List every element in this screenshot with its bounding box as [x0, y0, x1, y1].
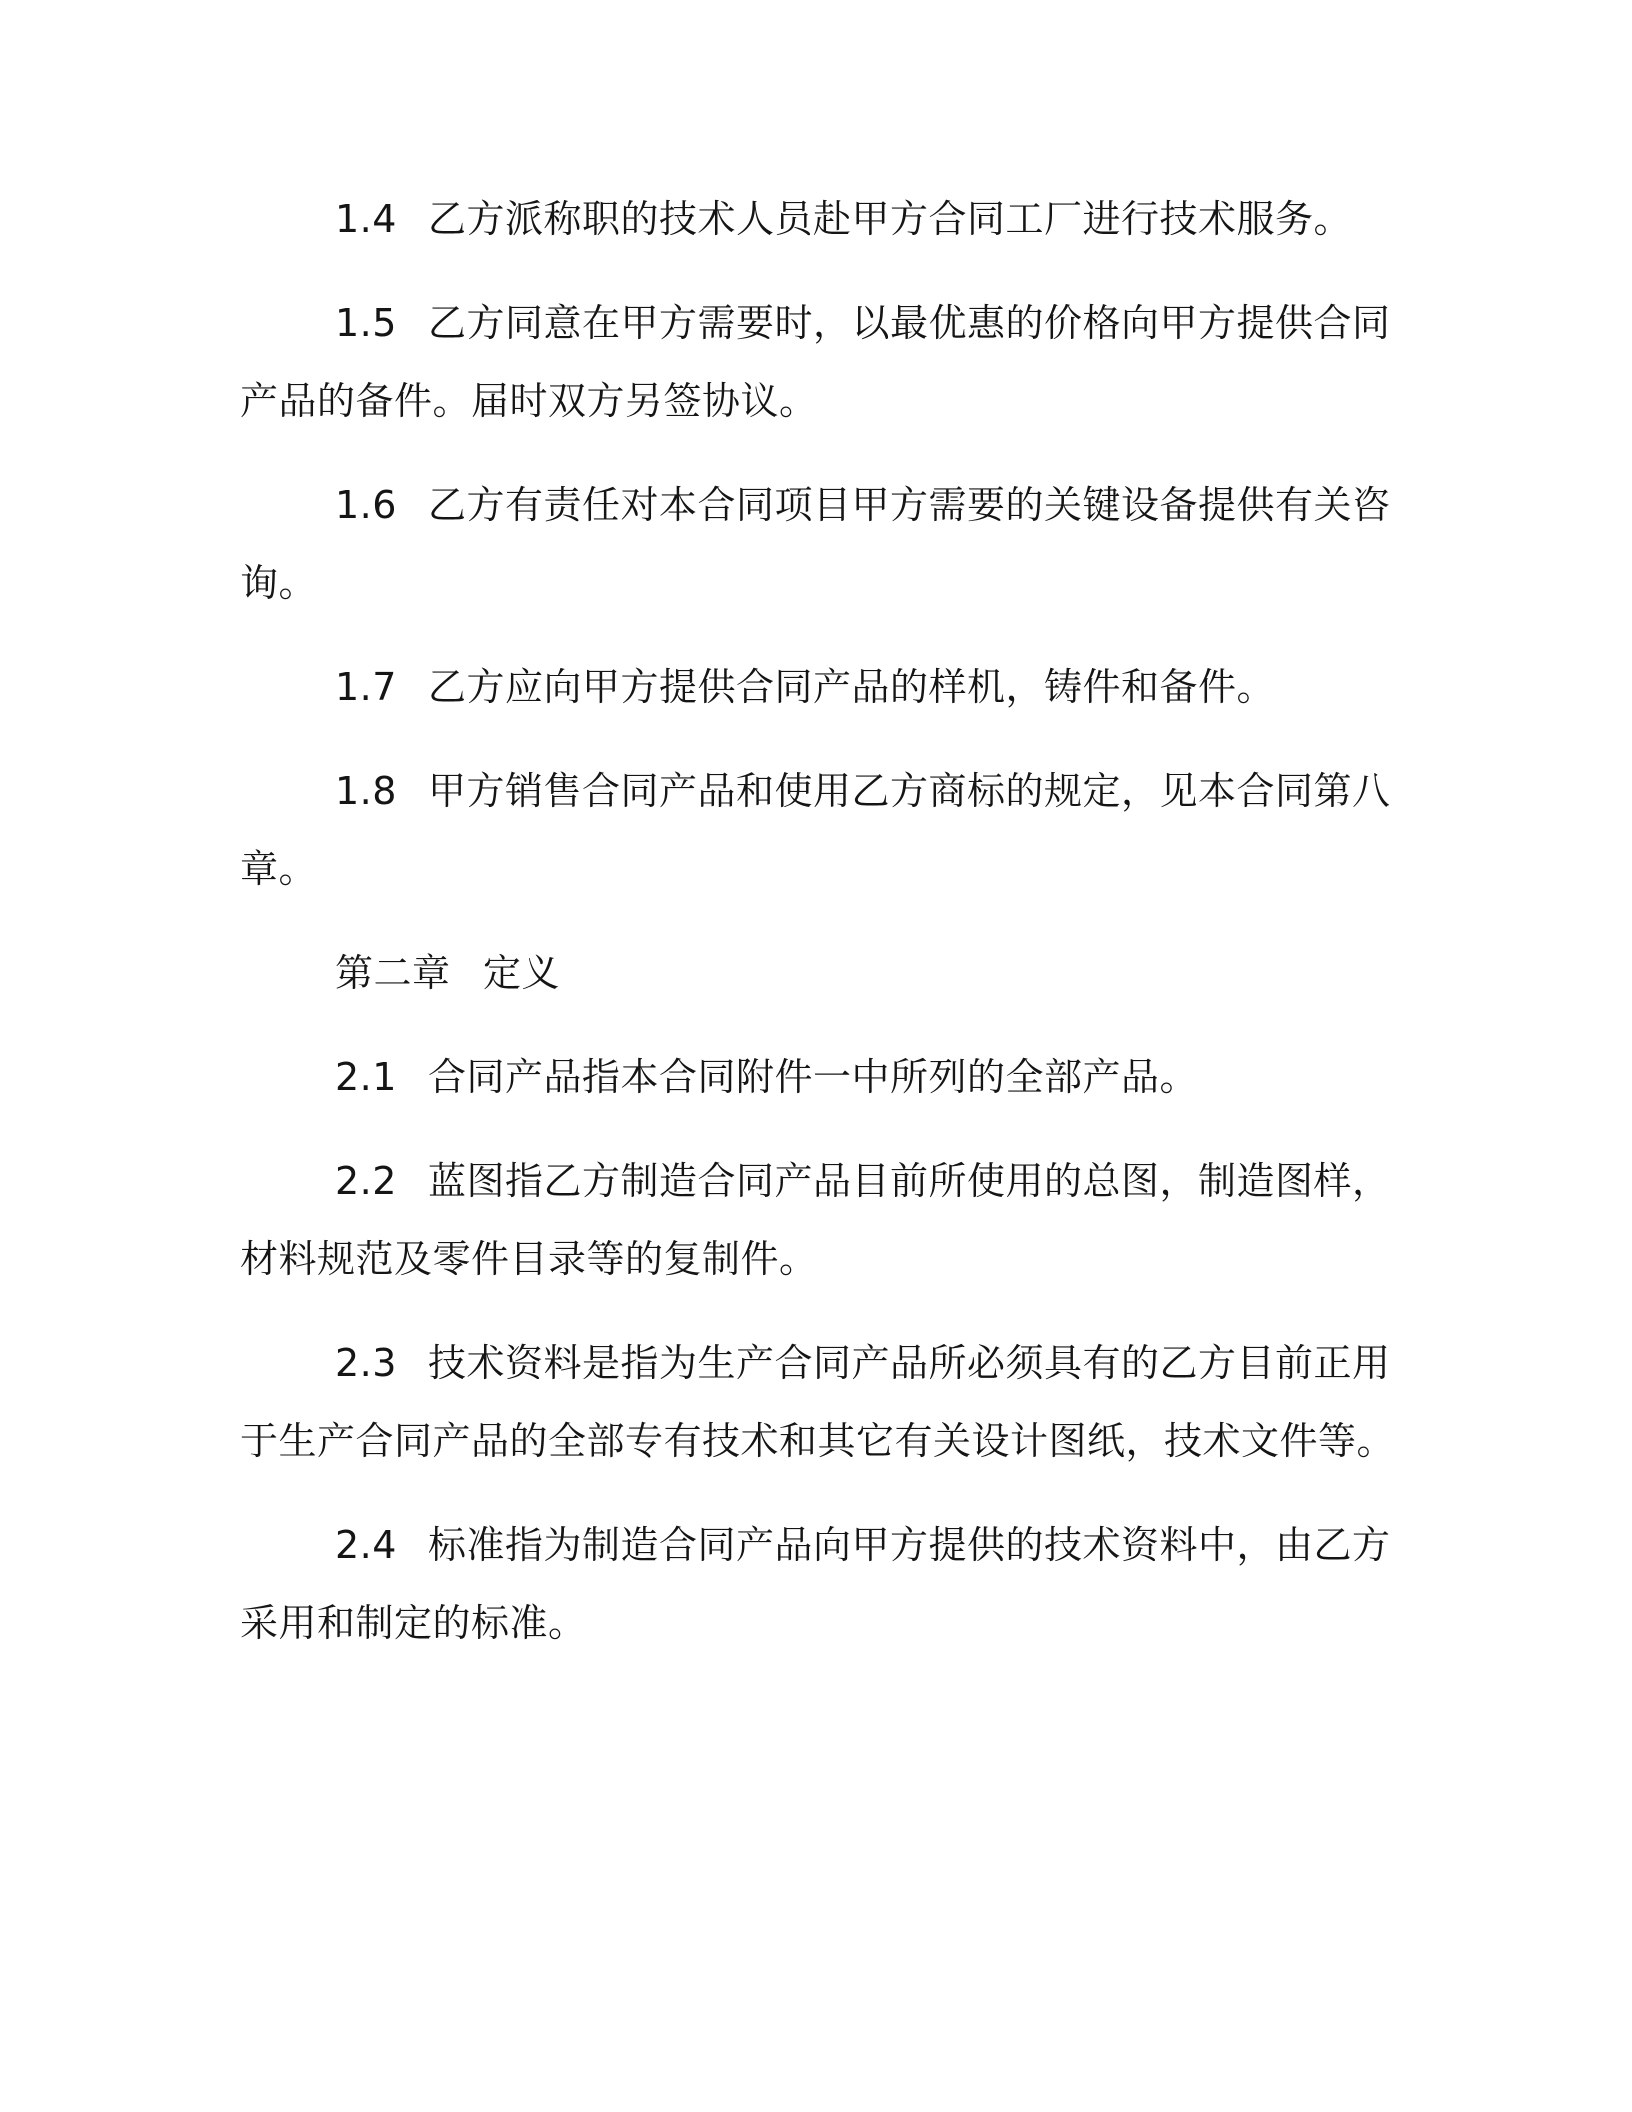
- clause-number: 1.4: [335, 197, 397, 241]
- clause-number: 2.2: [335, 1159, 397, 1203]
- clause-1-4: [240, 180, 1360, 258]
- clause-1-6: [240, 466, 1391, 622]
- chapter-heading: [240, 934, 1360, 1012]
- clause-1-7: [240, 648, 1360, 726]
- chapter-label: 第二章: [335, 951, 451, 995]
- document-body: [240, 180, 1396, 1688]
- clause-text: 乙方派称职的技术人员赴甲方合同工厂进行技术服务。: [428, 197, 1353, 241]
- chapter-title: 定义: [483, 951, 561, 995]
- clause-text-continued: 于生产合同产品的全部专有技术和其它有关设计图纸，技术文件等。: [240, 1419, 1396, 1463]
- clause-text: 合同产品指本合同附件一中所列的全部产品。: [428, 1055, 1199, 1099]
- definition-2-4: [240, 1506, 1391, 1662]
- clause-text: 乙方应向甲方提供合同产品的样机，铸件和备件。: [428, 665, 1276, 709]
- definition-2-1: [240, 1038, 1360, 1116]
- clause-number: 2.3: [335, 1341, 397, 1385]
- clause-number: 2.4: [335, 1523, 397, 1567]
- clause-text: 乙方有责任对本合同项目甲方需要的关键设备提供有关咨: [428, 483, 1391, 527]
- clause-text-continued: 产品的备件。届时双方另签协议。: [240, 379, 818, 423]
- clause-1-8: [240, 752, 1391, 908]
- clause-number: 1.6: [335, 483, 397, 527]
- clause-number: 2.1: [335, 1055, 397, 1099]
- clause-1-5: [240, 284, 1391, 440]
- clause-text: 技术资料是指为生产合同产品所必须具有的乙方目前正用: [428, 1341, 1391, 1385]
- clause-number: 1.8: [335, 769, 397, 813]
- clause-text: 蓝图指乙方制造合同产品目前所使用的总图，制造图样，: [428, 1159, 1391, 1203]
- definition-2-2: [240, 1142, 1391, 1298]
- clause-text-continued: 材料规范及零件目录等的复制件。: [240, 1237, 818, 1281]
- definition-2-3: [240, 1324, 1396, 1480]
- clause-text-continued: 采用和制定的标准。: [240, 1601, 587, 1645]
- clause-text-continued: 章。: [240, 847, 318, 891]
- clause-text: 标准指为制造合同产品向甲方提供的技术资料中，由乙方: [428, 1523, 1391, 1567]
- clause-text: 乙方同意在甲方需要时，以最优惠的价格向甲方提供合同: [428, 301, 1391, 345]
- clause-text-continued: 询。: [240, 561, 318, 605]
- clause-number: 1.5: [335, 301, 397, 345]
- clause-text: 甲方销售合同产品和使用乙方商标的规定，见本合同第八: [428, 769, 1391, 813]
- clause-number: 1.7: [335, 665, 397, 709]
